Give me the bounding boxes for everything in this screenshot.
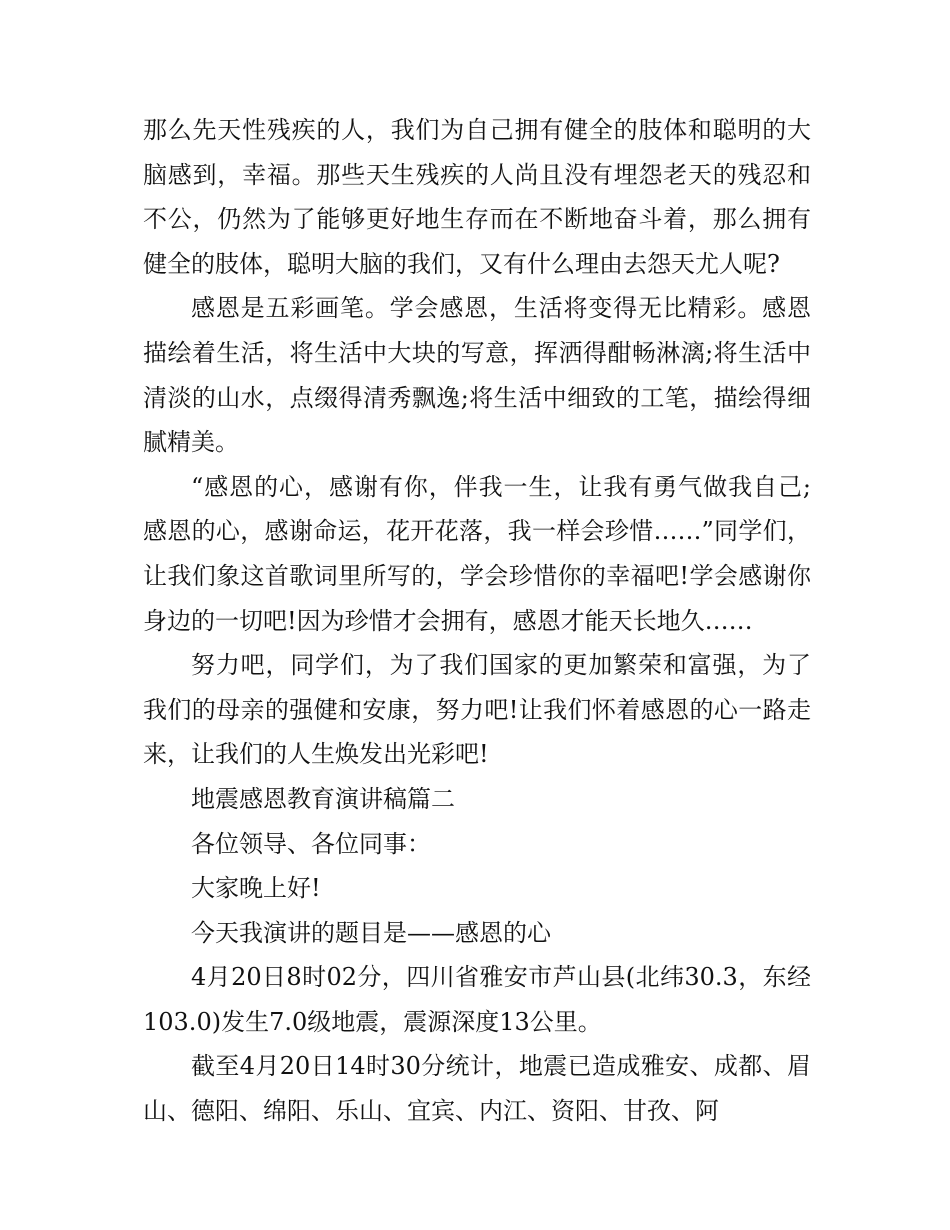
paragraph-statistics: 截至4月20日14时30分统计，地震已造成雅安、成都、眉山、德阳、绵阳、乐山、宜宾、内江、资阳、甘孜、阿 xyxy=(143,1052,811,1126)
document-body xyxy=(143,108,811,1134)
section-heading: 地震感恩教育演讲稿篇二 xyxy=(191,784,455,813)
paragraph-earthquake: 4月20日8时02分，四川省雅安市芦山县(北纬30.3，东经103.0)发生7.0级地震，震源深度13公里。 xyxy=(143,963,811,1036)
paragraph-4: 努力吧，同学们，为了我们国家的更加繁荣和富强，为了我们的母亲的强健和安康，努力吧!让我们怀着感恩的心一路走来，让我们的人生焕发出光彩吧! xyxy=(143,651,811,769)
greeting: 大家晚上好! xyxy=(191,874,321,903)
speech-topic: 今天我演讲的题目是——感恩的心 xyxy=(191,918,551,947)
paragraph-2: 感恩是五彩画笔。学会感恩，生活将变得无比精彩。感恩描绘着生活，将生活中大块的写意，挥洒得酣畅淋漓;将生活中清淡的山水，点缀得清秀飘逸;将生活中细致的工笔，描绘得细腻精美。 xyxy=(143,294,811,457)
salutation: 各位领导、各位同事： xyxy=(191,829,431,858)
paragraph-1: 那么先天性残疾的人，我们为自己拥有健全的肢体和聪明的大脑感到，幸福。那些天生残疾的人尚且没有埋怨老天的残忍和不公，仍然为了能够更好地生存而在不断地奋斗着，那么拥有健全的肢体，聪明大脑的我们，又有什么理由去怨天尤人呢? xyxy=(143,116,811,278)
paragraph-3: “感恩的心，感谢有你，伴我一生，让我有勇气做我自己;感恩的心，感谢命运，花开花落，我一样会珍惜……”同学们，让我们象这首歌词里所写的，学会珍惜你的幸福吧!学会感谢你身边的一切吧!因为珍惜才会拥有，感恩才能天长地久…… xyxy=(143,472,811,635)
